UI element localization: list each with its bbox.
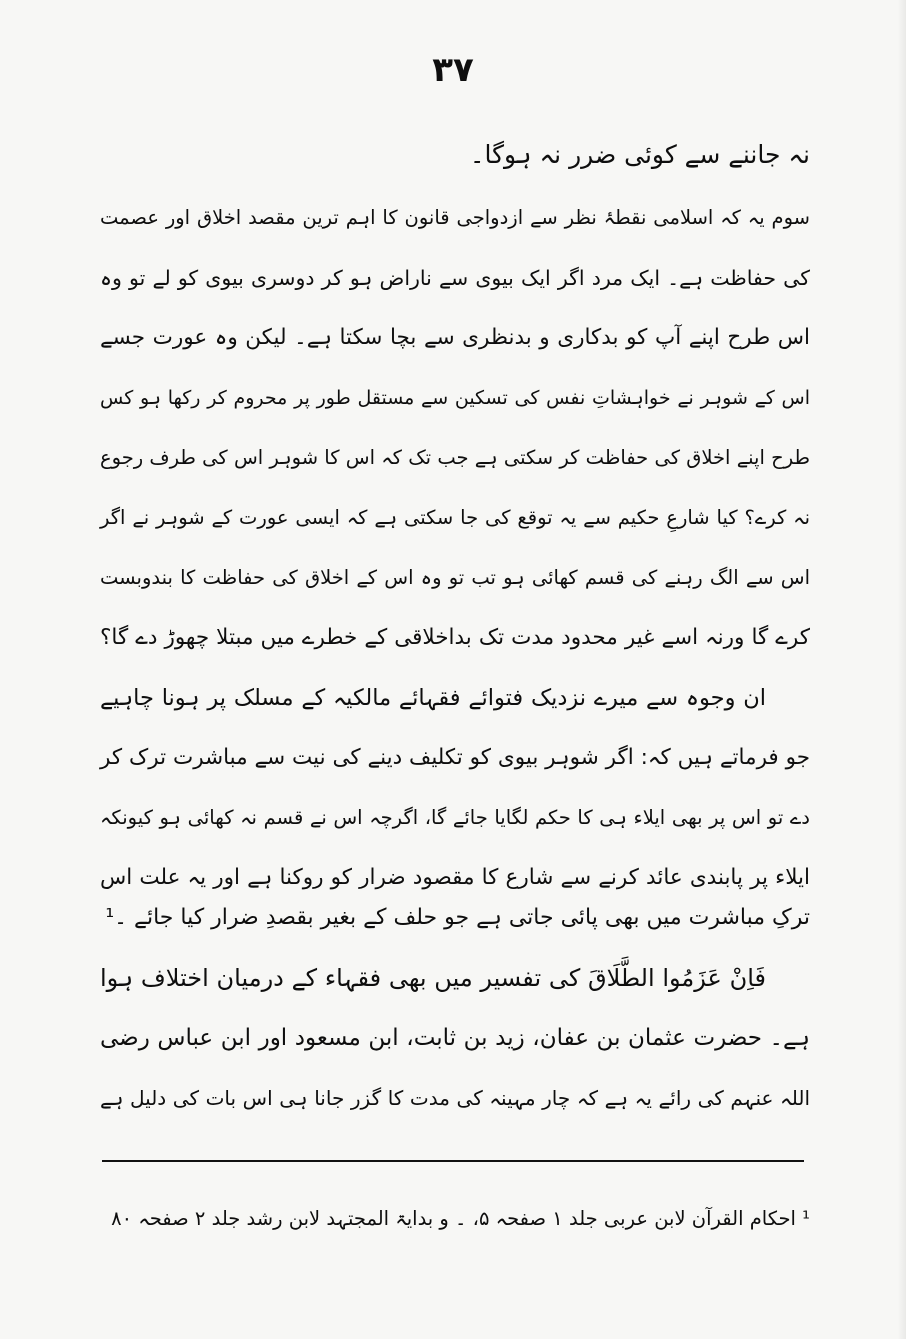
text-line-17: اللہ عنہم کی رائے یہ ہے کہ چار مہینہ کی مدت کا گزر جانا ہی اس بات کی دلیل ہے <box>100 1086 810 1110</box>
text-line-3: کی حفاظت ہے۔ ایک مرد اگر ایک بیوی سے ناراض ہو کر دوسری بیوی کو لے تو وہ <box>100 266 810 290</box>
text-line-10: ان وجوہ سے میرے نزدیک فتوائے فقہائے مالکیہ کے مسلک پر ہونا چاہیے <box>100 685 766 711</box>
text-line-14: ترکِ مباشرت میں بھی پائی جاتی ہے جو حلف کے بغیر بقصدِ ضرار کیا جائے ۔¹ <box>105 905 810 930</box>
text-line-4: اس طرح اپنے آپ کو بدکاری و بدنظری سے بچا سکتا ہے۔ لیکن وہ عورت جسے <box>100 325 810 350</box>
text-line-8: اس سے الگ رہنے کی قسم کھائی ہو تب تو وہ اس کے اخلاق کی حفاظت کا بندوبست <box>100 566 810 589</box>
text-line-6: طرح اپنے اخلاق کی حفاظت کر سکتی ہے جب تک کہ اس کا شوہر اس کی طرف رجوع <box>100 446 810 469</box>
text-line-15: فَاِنْ عَزَمُوا الطَّلَاقَ کی تفسیر میں بھی فقہاء کے درمیان اختلاف ہوا <box>100 964 766 992</box>
text-line-2: سوم یہ کہ اسلامی نقطۂ نظر سے ازدواجی قانون کا اہم ترین مقصد اخلاق اور عصمت <box>100 206 810 229</box>
text-line-7: نہ کرے؟ کیا شارعِ حکیم سے یہ توقع کی جا سکتی ہے کہ ایسی عورت کے شوہر نے اگر <box>100 506 810 529</box>
text-line-13: ایلاء پر پابندی عائد کرنے سے شارع کا مقصود ضرار کو روکنا ہے اور یہ علت اس <box>100 865 810 890</box>
page-number: ۳۷ <box>432 50 474 90</box>
text-line-1: نہ جاننے سے کوئی ضرر نہ ہوگا۔ <box>469 140 810 169</box>
page-edge-shadow <box>898 0 906 1339</box>
text-line-11: جو فرماتے ہیں کہ: اگر شوہر بیوی کو تکلیف دینے کی نیت سے مباشرت ترک کر <box>100 745 810 770</box>
text-line-9: کرے گا ورنہ اسے غیر محدود مدت تک بداخلاقی کے خطرے میں مبتلا چھوڑ دے گا؟ <box>100 625 810 650</box>
footnote: ¹ احکام القرآن لابن عربی جلد ۱ صفحہ ۵، ۔ و بدایۃ المجتہد لابن رشد جلد ۲ صفحہ ۸۰ <box>111 1207 810 1230</box>
footnote-separator <box>102 1160 804 1162</box>
text-line-16: ہے۔ حضرت عثمان بن عفان، زید بن ثابت، ابن مسعود اور ابن عباس رضی <box>100 1025 810 1051</box>
text-line-5: اس کے شوہر نے خواہشاتِ نفس کی تسکین سے مستقل طور پر محروم کر رکھا ہو کس <box>100 387 810 409</box>
text-line-12: دے تو اس پر بھی ایلاء ہی کا حکم لگایا جائے گا، اگرچہ اس نے قسم نہ کھائی ہو کیونکہ <box>100 806 810 829</box>
